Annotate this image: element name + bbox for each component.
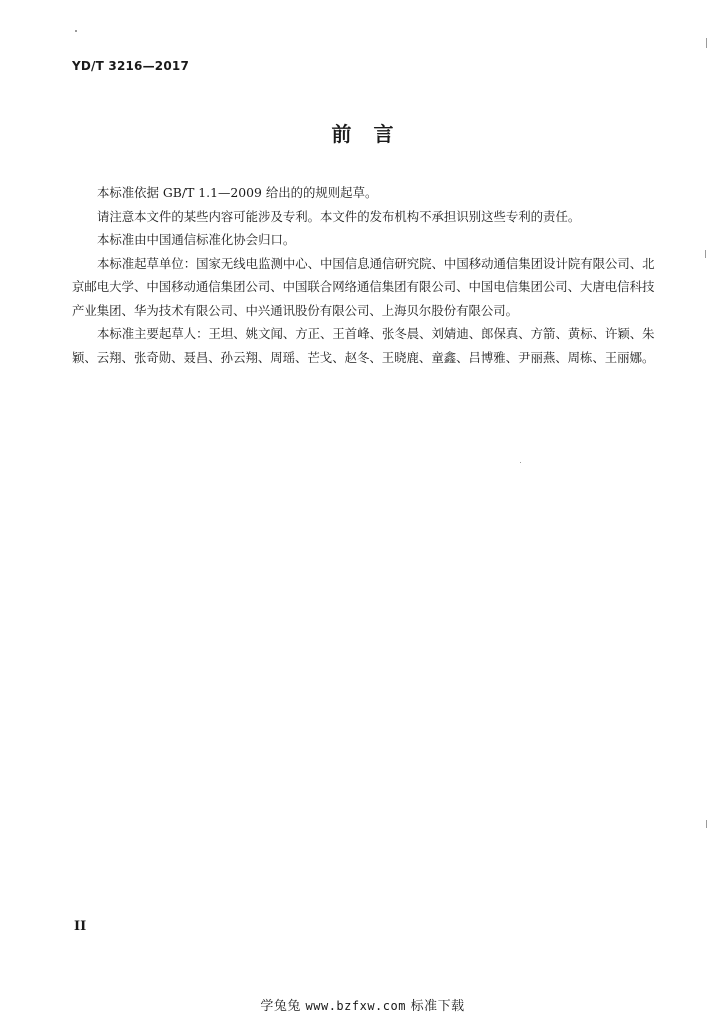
paragraph-administered-by: 本标准由中国通信标准化协会归口。 xyxy=(97,232,296,247)
footer-url: www.bzfxw.com xyxy=(305,999,406,1013)
footer-label: 标准下载 xyxy=(410,999,465,1014)
page-title: 前言 xyxy=(331,122,416,146)
scan-speck xyxy=(706,38,707,48)
foreword-body xyxy=(72,181,658,369)
footer-watermark xyxy=(0,995,725,1014)
footer-site-name: 学兔兔 xyxy=(260,999,301,1014)
standard-code: YD/T 3216—2017 xyxy=(72,59,189,73)
scan-speck xyxy=(705,250,706,258)
scan-speck xyxy=(75,30,77,32)
scan-speck xyxy=(706,820,707,828)
paragraph-drafting-rules: 本标准依据 GB/T 1.1—2009 给出的的规则起草。 xyxy=(97,185,378,200)
paragraph-patent-notice: 请注意本文件的某些内容可能涉及专利。本文件的发布机构不承担识别这些专利的责任。 xyxy=(97,208,581,224)
page-number: II xyxy=(74,919,87,934)
paragraph-drafters: 本标准主要起草人：王坦、姚文闻、方正、王首峰、张冬晨、刘婧迪、郎保真、方箭、黄标、许颖、朱颖、云翔、张奇勋、聂昌、孙云翔、周瑶、芒戈、赵冬、王晓鹿、童鑫、吕博雅、尹丽燕、周栋、王丽娜。 xyxy=(72,326,655,365)
scan-speck xyxy=(520,462,521,463)
paragraph-drafting-organizations: 本标准起草单位：国家无线电监测中心、中国信息通信研究院、中国移动通信集团设计院有限公司、北京邮电大学、中国移动通信集团公司、中国联合网络通信集团有限公司、中国电信集团公司、大唐电信科技产业集团、华为技术有限公司、中兴通讯股份有限公司、上海贝尔股份有限公司。 xyxy=(72,255,655,318)
